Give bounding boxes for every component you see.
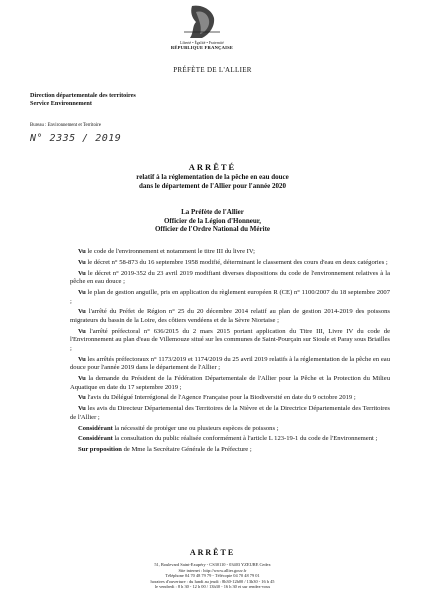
proposal-paragraph: Sur proposition de Mme la Secrétaire Générale de la Préfecture ;: [78, 446, 252, 454]
republic-name: RÉPUBLIQUE FRANÇAISE: [170, 45, 234, 50]
visa-paragraph: Vu la demande du Président de la Fédération Départementale de l'Allier pour la Pêche et la Protection du Milieu Aquatique en date du 17 septembre 2019 ;: [70, 375, 390, 391]
visas-block: [70, 248, 390, 457]
hours-line: horaires d'ouverture : du lundi au jeudi : 8h30-12h00 / 13h30 - 16 h 45: [150, 578, 275, 584]
visa-paragraph: Vu le décret n° 58-873 du 16 septembre 1958 modifié, déterminant le classement des cours d'eau en deux catégories ;: [78, 258, 388, 266]
marianne-icon: [182, 4, 222, 40]
visa-paragraph: Vu l'avis du Délégué Interrégional de l'Agence Française pour la Biodiversité en date du 9 octobre 2019 ;: [78, 394, 356, 402]
authority-title: Officier de la Légion d'Honneur,: [163, 216, 262, 225]
address-block: [0, 562, 425, 590]
visa-paragraph: Vu les avis du Directeur Départemental des Territoires de la Nièvre et de la Directrice Départementale des Territoires de l'Allier ;: [70, 405, 390, 421]
visa-paragraph: Vu le code de l'environnement et notamment le titre III du livre IV;: [78, 248, 255, 255]
visa-paragraph: Vu le plan de gestion anguille, pris en application du règlement européen R (CE) n° 1100/2007 du 18 septembre 2007 ;: [70, 288, 390, 305]
direction-block: [30, 92, 136, 108]
website-line: Site internet : http://www.allier.gouv.fr: [178, 567, 247, 573]
visa-paragraph: Vu l'arrêté préfectoral n° 636/2015 du 2 mars 2015 portant application du Titre III, Livre IV du code de l'Environnement au plan d'eau de Villemouze situé sur les communes de Saint-Pourçain sur Sioule et Paray sous Briailles ;: [70, 327, 390, 352]
authority-name: La Préfète de l'Allier: [181, 208, 244, 216]
phone-line: Téléphone 04 70 48 79 79 - Télécopie 04 70 48 79 01: [165, 573, 260, 579]
visa-paragraph: Vu les arrêtés préfectoraux n° 1173/2019 et 1174/2019 du 25 avril 2019 relatifs à la réglementation de la pêche en eau douce pour l'année 2019 dans le département de l'Allier ;: [70, 355, 390, 372]
direction-name: Direction départementale des territoires: [30, 92, 136, 99]
subject-line: dans le département de l'Allier pour l'année 2020: [139, 182, 286, 190]
prefecture-heading: PRÉFÈTE DE L'ALLIER: [173, 66, 252, 74]
considerant-paragraph: Considérant la nécessité de protéger une ou plusieurs espèces de poissons ;: [78, 424, 279, 432]
arrete-number: N° 2335 / 2019: [30, 133, 122, 144]
arrete-decision-heading: ARRÊTE: [189, 548, 236, 557]
subject-line: relatif à la réglementation de la pêche en eau douce: [136, 173, 289, 181]
considerant-paragraph: Considérant la consultation du public réalisée conformément à l'article L 123-19-1 du code de l'Environnement ;: [78, 435, 378, 443]
document-title: ARRÊTÉ: [188, 162, 237, 172]
visa-paragraph: Vu l'arrêté du Préfet de Région n° 25 du 20 décembre 2014 relatif au plan de gestion 2014-2019 des poissons migrateurs du bassin de la Loire, des côtiers vendéens et de la Sèvre Niortaise ;: [70, 308, 390, 324]
authority-block: [0, 208, 425, 234]
hours-line: le vendredi : 8 h 30 - 12 h 00 / 13h30 - 16 h 30 et sur rendez-vous: [154, 584, 271, 590]
visa-paragraph: Vu le décret n° 2019-352 du 23 avril 2019 modifiant diverses dispositions du code de l'environnement relatives à la pêche en eau douce ;: [70, 269, 390, 286]
authority-title: Officier de l'Ordre National du Mérite: [154, 225, 271, 233]
address-line: 51, Boulevard Saint-Exupéry - CS30110 - 03403 YZEURE Cedex: [154, 562, 271, 567]
republic-motto: Liberté • Égalité • Fraternité: [180, 41, 224, 45]
bureau-line: Bureau : Environnement et Territoire: [30, 123, 101, 128]
republique-francaise-logo: [166, 4, 238, 60]
service-name: Service Environnement: [30, 100, 92, 107]
document-subject: [0, 173, 425, 191]
